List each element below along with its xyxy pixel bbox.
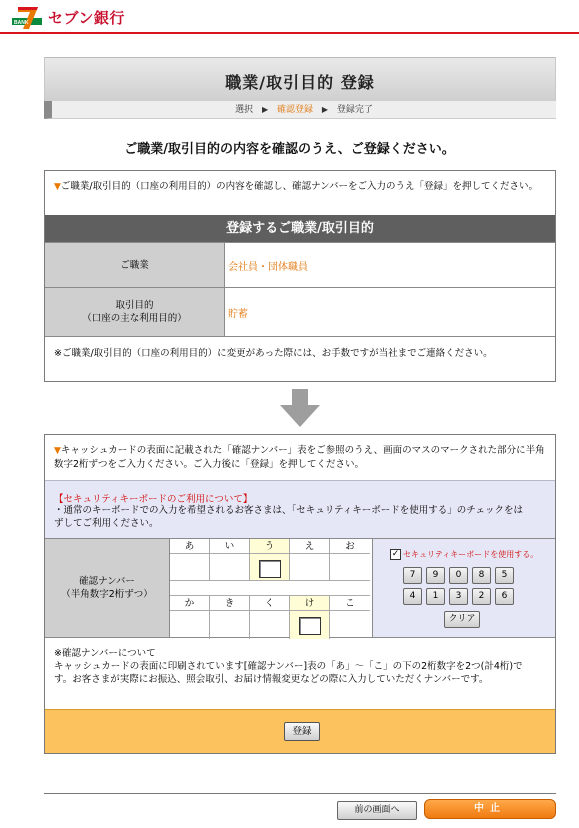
step-confirm-current: 確認登録: [276, 105, 313, 115]
page-title-band: [44, 57, 556, 101]
confirm-note: [54, 180, 544, 194]
kana-cell: こ: [345, 598, 355, 609]
page-title: 職業/取引目的 登録: [225, 73, 375, 92]
code-cell-marked: [290, 611, 330, 639]
kana-cell-marked: け: [290, 596, 330, 610]
keypad-key[interactable]: 7: [403, 567, 422, 584]
purpose-label-line2: （口座の主な利用目的）: [82, 313, 187, 324]
keypad-key[interactable]: 6: [495, 588, 514, 605]
code-cell: [250, 611, 290, 639]
code-label: [45, 539, 170, 637]
step-arrow-icon: ▶: [321, 105, 329, 114]
confirm-band-title: 登録するご職業/取引目的: [45, 215, 555, 242]
security-keyboard-notice: [45, 480, 555, 538]
confirm-section: [44, 170, 556, 382]
code-cell: [210, 554, 250, 580]
kana-header-row: [170, 539, 370, 554]
code-cell: [210, 611, 250, 639]
occupation-value: 会社員・団体職員: [228, 261, 308, 273]
kana-header-row: [170, 596, 370, 611]
arrow-down-icon: [280, 389, 320, 427]
kana-cell: い: [210, 539, 250, 553]
triangle-down-icon: ▼: [54, 182, 61, 192]
code-cell: [330, 611, 370, 639]
confirm-footer-note: ※ご職業/取引目的（口座の利用目的）に変更があった際には、お手数ですが当社までご連絡ください。: [54, 348, 493, 359]
keypad-key[interactable]: 2: [472, 588, 491, 605]
code-entry-section: [44, 434, 556, 754]
code-input-u[interactable]: [259, 560, 281, 578]
code-intro: [54, 444, 548, 471]
step-select: 選択: [235, 105, 254, 115]
security-keyboard-checkbox-label[interactable]: セキュリティキーボードを使用する。: [403, 550, 539, 559]
code-grid-top: [170, 539, 370, 581]
code-cell: [170, 554, 210, 580]
security-body: ・通常のキーボードでの入力を希望されるお客さまは、「セキュリティキーボードを使用する」のチェックをはずしてご利用ください。: [54, 505, 524, 529]
purpose-label: [45, 288, 225, 336]
kana-cell: き: [210, 596, 250, 610]
keypad: [403, 567, 533, 609]
code-cells-row: [170, 554, 370, 581]
seven-bank-logo-icon: [12, 5, 42, 29]
triangle-down-icon: ▼: [54, 446, 61, 456]
code-grid-area: [45, 538, 555, 638]
submit-band: [45, 709, 555, 753]
purpose-label-line1: 取引目的: [115, 300, 154, 311]
code-cell: [170, 611, 210, 639]
logo-badge-text: BANK: [14, 20, 29, 26]
code-cells-row: [170, 611, 370, 639]
security-heading: 【セキュリティキーボードのご利用について】: [54, 494, 253, 505]
keypad-row: [403, 567, 533, 584]
kana-cell: え: [290, 539, 330, 553]
back-button[interactable]: 前の画面へ: [337, 801, 417, 820]
lead-text: ご職業/取引目的の内容を確認のうえ、ご登録ください。: [124, 142, 455, 157]
keypad-key[interactable]: 3: [449, 588, 468, 605]
occupation-label: [45, 243, 225, 287]
purpose-value: 貯蓄: [228, 308, 248, 320]
code-label-line2: （半角数字2桁ずつ）: [61, 589, 153, 600]
keypad-key[interactable]: 5: [495, 567, 514, 584]
keypad-key[interactable]: 4: [403, 588, 422, 605]
purpose-row: [45, 288, 555, 337]
keypad-key[interactable]: 9: [426, 567, 445, 584]
footer-divider: [44, 793, 556, 794]
code-grid-bottom: [170, 595, 370, 639]
code-label-line1: 確認ナンバー: [79, 576, 135, 587]
occupation-label-text: ご職業: [120, 259, 149, 271]
security-keyboard-checkbox[interactable]: ✓: [391, 549, 400, 559]
step-complete: 登録完了: [336, 105, 373, 115]
code-info: [54, 647, 529, 686]
step-breadcrumb: [44, 101, 556, 119]
code-cell: [290, 554, 330, 580]
kana-cell: お: [345, 541, 355, 552]
keypad-key[interactable]: 8: [472, 567, 491, 584]
site-header: [0, 0, 579, 34]
kana-cell: く: [250, 596, 290, 610]
code-intro-text: キャッシュカードの表面に記載された「確認ナンバー」表をご参照のうえ、画面のマスのマークされた部分に半角数字2桁ずつをご入力ください。ご入力後に「登録」を押してください。: [54, 445, 545, 470]
code-info-heading: ※確認ナンバーについて: [54, 648, 156, 659]
code-cell-marked: [250, 554, 290, 580]
step-arrow-icon: ▶: [261, 105, 269, 114]
kana-cell: か: [170, 596, 210, 610]
code-info-body: キャッシュカードの表面に印刷されています[確認ナンバー]表の「あ」～「こ」の下の2桁数字を2つ(計4桁)です。お客さまが実際にお振込、照会取引、お届け情報変更などの際に入力していただくナンバーです。: [54, 661, 523, 685]
bank-name: セブン銀行: [48, 9, 125, 27]
kana-cell: あ: [170, 539, 210, 553]
register-button[interactable]: 登録: [284, 722, 320, 741]
code-cell: [330, 554, 370, 580]
confirm-note-text: ご職業/取引目的（口座の利用目的）の内容を確認し、確認ナンバーをご入力のうえ「登録」を押してください。: [60, 181, 538, 192]
keypad-key[interactable]: 0: [449, 567, 468, 584]
kana-cell-marked: う: [250, 539, 290, 553]
keypad-clear-button[interactable]: クリア: [444, 611, 480, 628]
code-input-ke[interactable]: [299, 617, 321, 635]
security-keyboard: [372, 539, 555, 637]
stop-button[interactable]: 中止: [424, 799, 556, 819]
occupation-row: [45, 242, 555, 288]
keypad-key[interactable]: 1: [426, 588, 445, 605]
keypad-row: [403, 588, 533, 605]
